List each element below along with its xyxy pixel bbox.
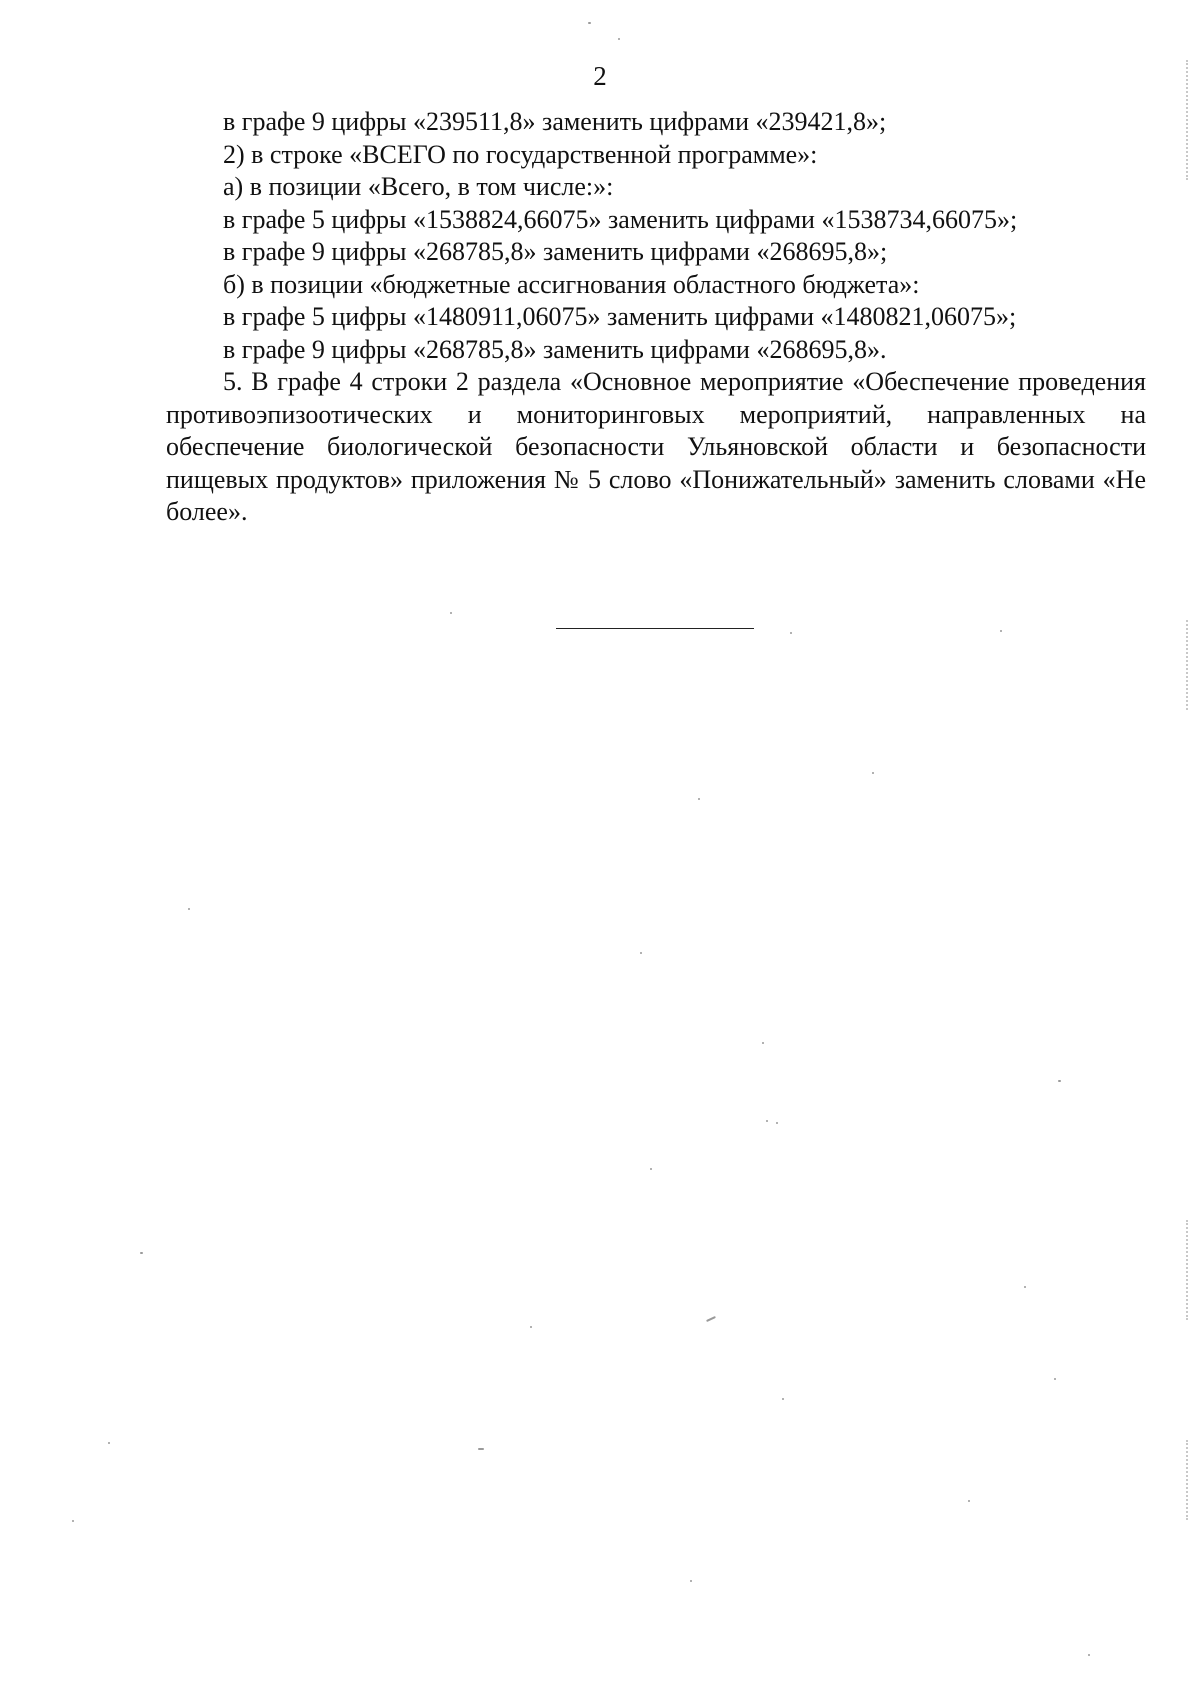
- scan-speck: [640, 952, 642, 954]
- text-line-5: в графе 9 цифры «268785,8» заменить цифрами «268695,8»;: [223, 237, 888, 266]
- scan-speck: [790, 632, 792, 634]
- scan-speck: [782, 1398, 784, 1400]
- text-line-6: б) в позиции «бюджетные ассигнования областного бюджета»:: [223, 269, 920, 299]
- scan-edge-artifact: [1186, 60, 1190, 180]
- scan-speck: [698, 798, 700, 800]
- scan-speck: [618, 38, 620, 40]
- scan-speck: [1024, 1286, 1026, 1288]
- scan-edge-artifact: [1186, 1220, 1190, 1320]
- scan-speck: [530, 1326, 532, 1328]
- text-line-7: в графе 5 цифры «1480911,06075» заменить цифрами «1480821,06075»;: [223, 302, 1017, 331]
- scan-speck: [872, 772, 874, 774]
- scan-speck: [776, 1122, 778, 1124]
- scan-edge-artifact: [1186, 1440, 1190, 1520]
- scan-speck: [766, 1120, 768, 1122]
- scan-speck: [108, 1442, 110, 1444]
- text-line-8: в графе 9 цифры «268785,8» заменить цифрами «268695,8».: [223, 334, 887, 364]
- scan-speck: [1054, 1378, 1056, 1380]
- paragraph-5: 5. В графе 4 строки 2 раздела «Основное мероприятие «Обеспечение проведения противоэпизоотических и мониторинговых мероприятий, направленных на обеспечение биологической безопасности Ульяновской области и безопасности пищевых продуктов» приложения № 5 слово «Понижательный» заменить словами «Не более».: [166, 367, 1146, 526]
- scan-speck: [72, 1520, 74, 1522]
- scan-speck: [650, 1168, 652, 1170]
- scan-speck: [188, 908, 190, 910]
- scan-speck: [140, 1252, 143, 1254]
- text-line-3: а) в позиции «Всего, в том числе:»:: [223, 172, 614, 201]
- scan-speck: [450, 612, 452, 614]
- end-separator-line: [556, 628, 754, 629]
- document-body: [166, 106, 1146, 529]
- scan-speck: [588, 22, 591, 24]
- text-line-4: в графе 5 цифры «1538824,66075» заменить цифрами «1538734,66075»;: [223, 204, 1018, 234]
- scan-speck: [762, 1042, 764, 1044]
- text-line-1: в графе 9 цифры «239511,8» заменить цифрами «239421,8»;: [223, 107, 887, 136]
- scan-speck: [968, 1500, 970, 1502]
- scan-speck: [1088, 1654, 1090, 1656]
- scan-speck: [690, 1580, 692, 1582]
- scan-speck: [1058, 1080, 1061, 1082]
- scan-speck: [706, 1316, 716, 1322]
- page-number: 2: [593, 61, 607, 91]
- text-line-2: 2) в строке «ВСЕГО по государственной программе»:: [223, 139, 818, 169]
- scan-edge-artifact: [1186, 620, 1190, 710]
- scan-speck: [478, 1448, 484, 1450]
- scan-speck: [1000, 630, 1002, 632]
